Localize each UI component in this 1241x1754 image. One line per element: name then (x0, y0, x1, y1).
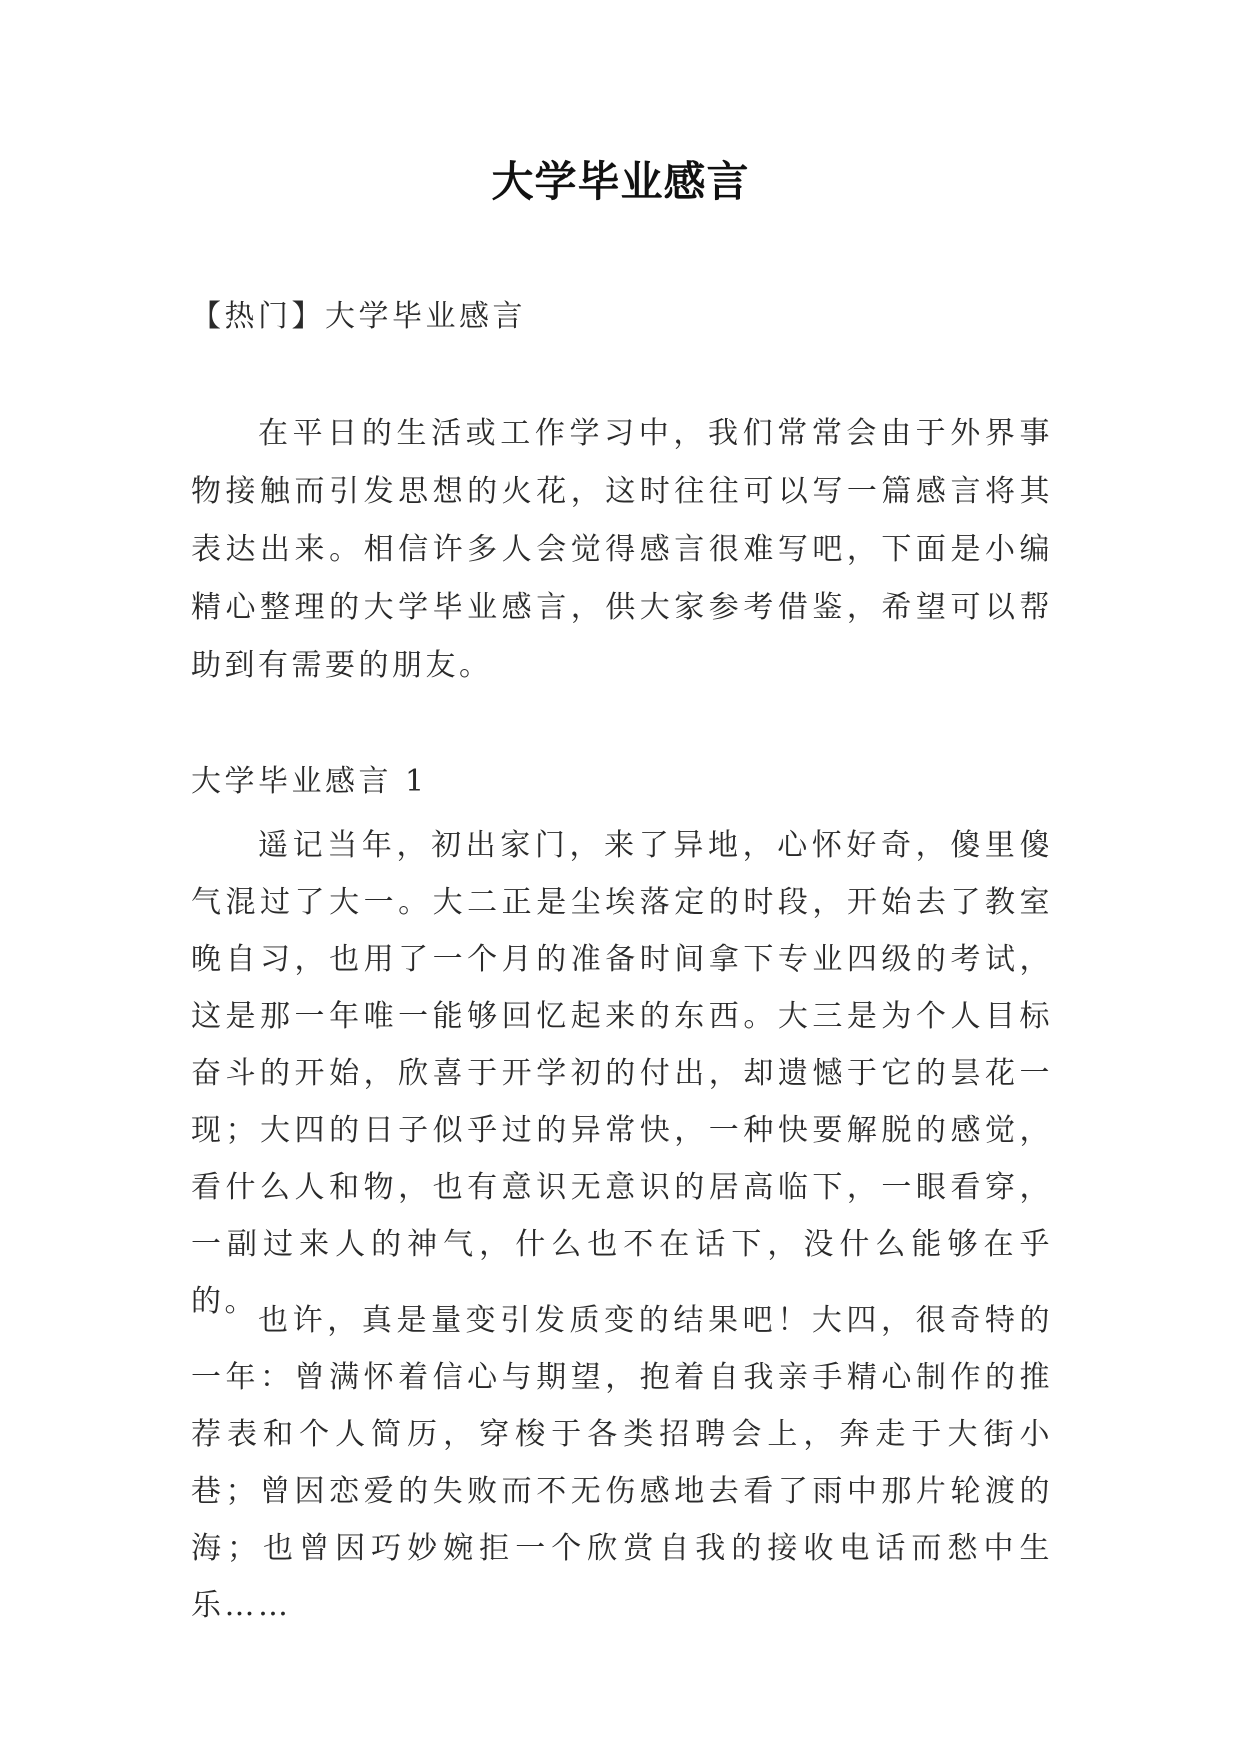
section-heading: 大学毕业感言 1 (191, 764, 428, 799)
page-title: 大学毕业感言 (491, 157, 750, 206)
intro-paragraph: 在平日的生活或工作学习中，我们常常会由于外界事物接触而引发思想的火花，这时往往可以写一篇感言将其表达出来。相信许多人会觉得感言很难写吧，下面是小编精心整理的大学毕业感言，供大家参考借鉴，希望可以帮助到有需要的朋友。 (191, 416, 1053, 683)
body-paragraph: 遥记当年，初出家门，来了异地，心怀好奇，傻里傻气混过了大一。大二正是尘埃落定的时段，开始去了教室晚自习，也用了一个月的准备时间拿下专业四级的考试，这是那一年唯一能够回忆起来的东西。大三是为个人目标奋斗的开始，欣喜于开学初的付出，却遗憾于它的昙花一现；大四的日子似乎过的异常快，一种快要解脱的感觉，看什么人和物，也有意识无意识的居高临下，一眼看穿，一副过来人的神气，什么也不在话下，没什么能够在乎的。 (191, 828, 1053, 1319)
document-subtitle: 【热门】大学毕业感言 (191, 299, 526, 334)
body-paragraph: 也许，真是量变引发质变的结果吧！大四，很奇特的一年：曾满怀着信心与期望，抱着自我亲手精心制作的推荐表和个人简历，穿梭于各类招聘会上，奔走于大街小巷；曾因恋爱的失败而不无伤感地去看了雨中那片轮渡的海；也曾因巧妙婉拒一个欣赏自我的接收电话而愁中生乐…… (191, 1303, 1053, 1623)
